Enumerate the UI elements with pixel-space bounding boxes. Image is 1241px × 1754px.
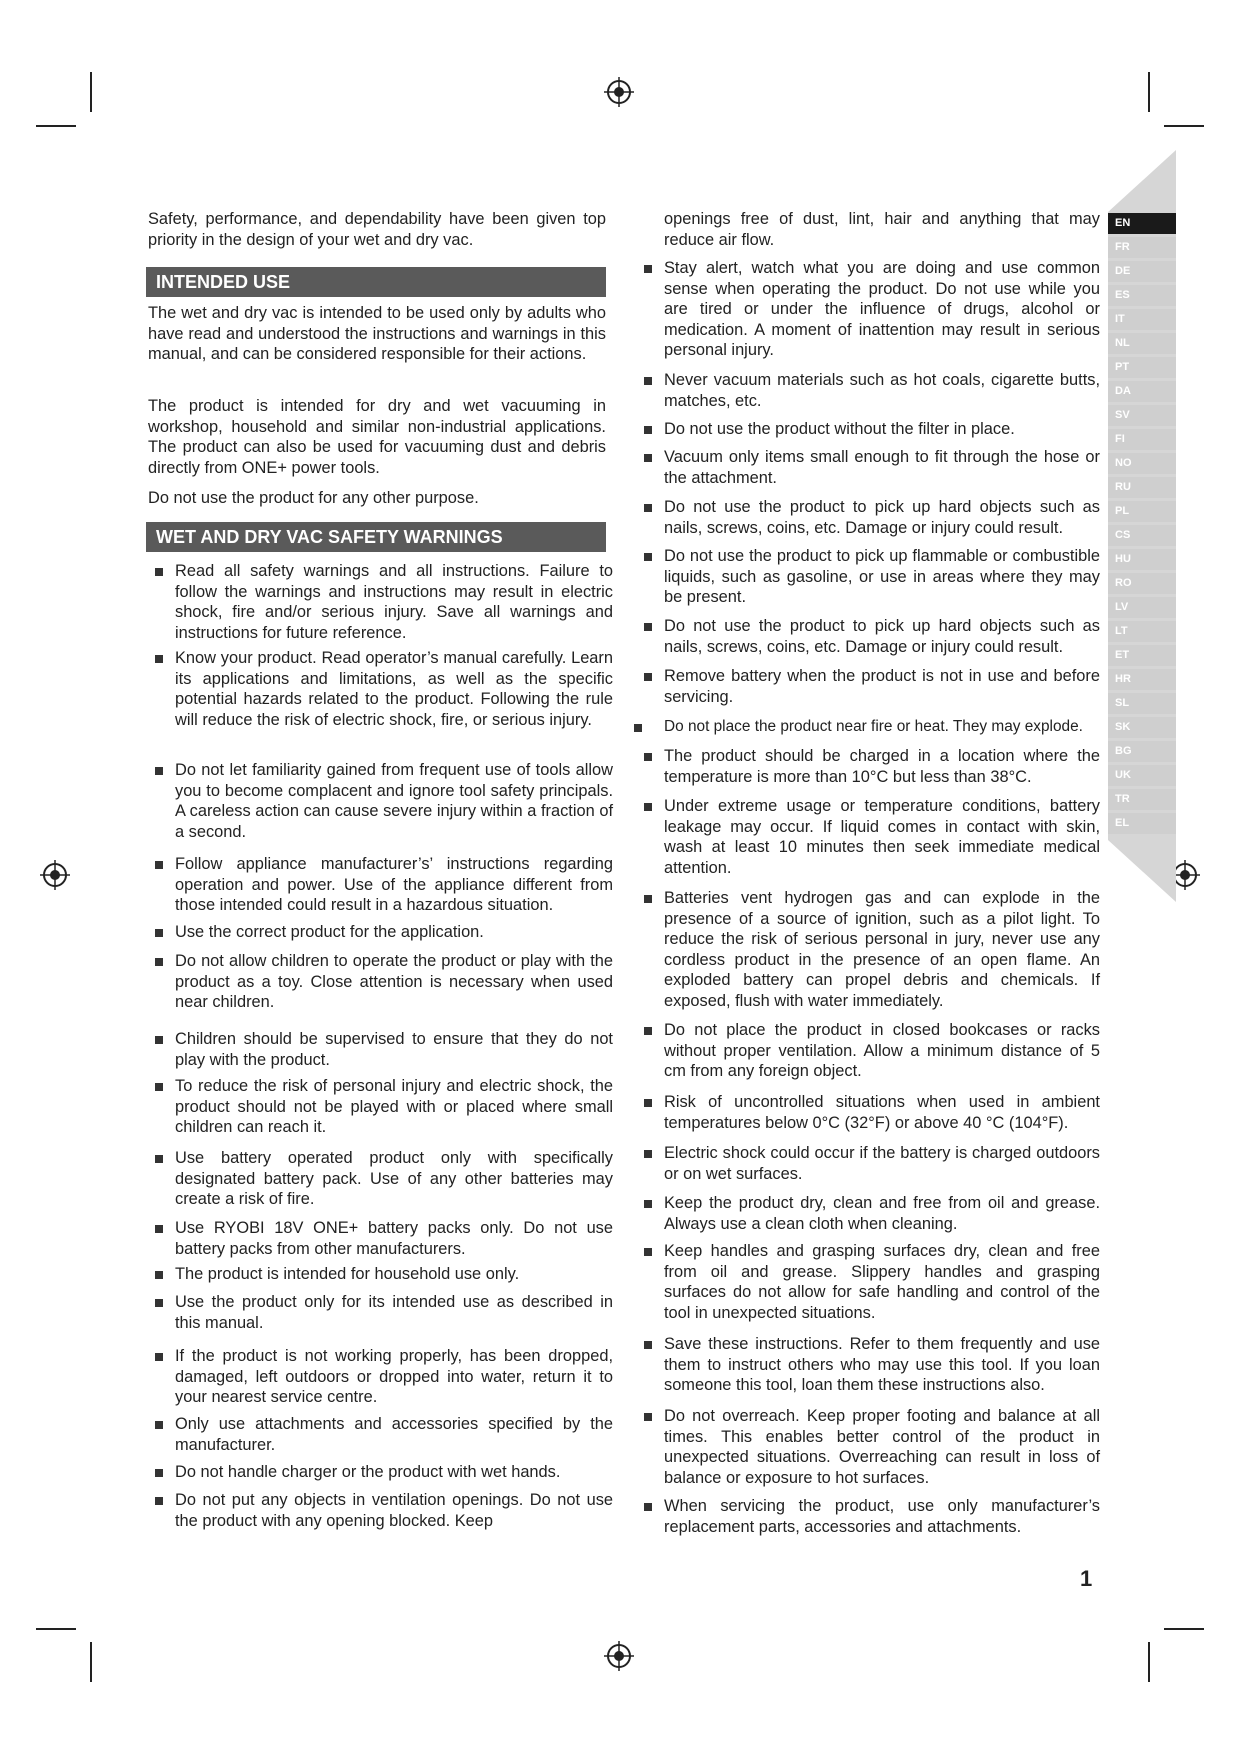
bullet-square-icon bbox=[155, 568, 163, 576]
list-item bbox=[175, 1218, 613, 1259]
bullet-square-icon bbox=[155, 1155, 163, 1163]
crop-mark bbox=[36, 1628, 76, 1630]
list-item bbox=[664, 616, 1100, 657]
list-item bbox=[175, 1490, 613, 1531]
crop-mark bbox=[90, 1642, 92, 1682]
list-item-text: Use RYOBI 18V ONE+ battery packs only. Do not use battery packs from other manufacturers. bbox=[175, 1219, 613, 1258]
list-item-text: Save these instructions. Refer to them frequently and use them to instruct others who may use this tool. If you loan someone this tool, loan them these instructions also. bbox=[664, 1335, 1100, 1394]
bullet-square-icon bbox=[155, 1225, 163, 1233]
language-tab-et[interactable]: ET bbox=[1108, 645, 1176, 666]
list-item bbox=[664, 370, 1100, 411]
list-item bbox=[664, 497, 1100, 538]
section-heading-safety-warnings: WET AND DRY VAC SAFETY WARNINGS bbox=[146, 522, 606, 550]
list-item bbox=[175, 648, 613, 730]
language-tab-nl[interactable]: NL bbox=[1108, 333, 1176, 354]
language-tab-fr[interactable]: FR bbox=[1108, 237, 1176, 258]
bullet-square-icon bbox=[155, 767, 163, 775]
bullet-square-icon bbox=[644, 895, 652, 903]
list-item-text: Do not handle charger or the product with wet hands. bbox=[175, 1463, 561, 1481]
list-item bbox=[664, 1241, 1100, 1323]
list-item bbox=[175, 1148, 613, 1210]
list-item-text: Electric shock could occur if the battery is charged outdoors or on wet surfaces. bbox=[664, 1144, 1100, 1183]
bullet-square-icon bbox=[644, 504, 652, 512]
bullet-square-icon bbox=[644, 673, 652, 681]
list-item-text: Do not let familiarity gained from frequent use of tools allow you to become complacent and ignore tool safety principals. A careless action can cause severe injury within a fraction of a second. bbox=[175, 761, 613, 841]
list-item bbox=[175, 1264, 613, 1285]
language-tab-en[interactable]: EN bbox=[1108, 213, 1176, 234]
language-tab-pt[interactable]: PT bbox=[1108, 357, 1176, 378]
language-tab-bg[interactable]: BG bbox=[1108, 741, 1176, 762]
language-tab-sk[interactable]: SK bbox=[1108, 717, 1176, 738]
list-item bbox=[664, 447, 1100, 488]
list-item-text: The product is intended for household use only. bbox=[175, 1265, 520, 1283]
intended-use-paragraph-3: Do not use the product for any other purpose. bbox=[148, 489, 479, 507]
bullet-square-icon bbox=[644, 377, 652, 385]
bullet-square-icon bbox=[644, 265, 652, 273]
bullet-square-icon bbox=[644, 553, 652, 561]
list-item-text: Do not use the product to pick up hard objects such as nails, screws, coins, etc. Damage or injury could result. bbox=[664, 498, 1100, 537]
bullet-square-icon bbox=[155, 929, 163, 937]
language-tab-lv[interactable]: LV bbox=[1108, 597, 1176, 618]
bullet-square-icon bbox=[155, 1271, 163, 1279]
list-item-text: Stay alert, watch what you are doing and use common sense when operating the product. Do not use while you are tired or under the influence of drugs, alcohol or medication. A moment of inattention may result in serious personal injury. bbox=[664, 259, 1100, 359]
list-item bbox=[175, 854, 613, 916]
language-tab-cs[interactable]: CS bbox=[1108, 525, 1176, 546]
list-item-text: Never vacuum materials such as hot coals, cigarette butts, matches, etc. bbox=[664, 371, 1100, 410]
bullet-square-icon bbox=[155, 655, 163, 663]
language-tab-el[interactable]: EL bbox=[1108, 813, 1176, 834]
bullet-square-icon bbox=[155, 861, 163, 869]
list-item bbox=[664, 1334, 1100, 1396]
list-item-text: Do not put any objects in ventilation openings. Do not use the product with any opening blocked. Keep bbox=[175, 1491, 613, 1530]
list-item-text: Vacuum only items small enough to fit through the hose or the attachment. bbox=[664, 448, 1100, 487]
bullet-square-icon bbox=[155, 1299, 163, 1307]
intended-use-paragraph-2: The product is intended for dry and wet vacuuming in workshop, household and similar non-industrial applications. The product can also be used for vacuuming dust and debris directly from ONE+ power tools. bbox=[148, 397, 606, 477]
language-tab-hu[interactable]: HU bbox=[1108, 549, 1176, 570]
language-tab-uk[interactable]: UK bbox=[1108, 765, 1176, 786]
bullet-square-icon bbox=[644, 1341, 652, 1349]
bullet-square-icon bbox=[644, 753, 652, 761]
list-item bbox=[664, 888, 1100, 1011]
list-item bbox=[175, 1462, 613, 1483]
language-tab-ro[interactable]: RO bbox=[1108, 573, 1176, 594]
list-item bbox=[664, 1496, 1100, 1537]
list-item bbox=[664, 717, 1100, 738]
section-heading-intended-use: INTENDED USE bbox=[146, 267, 606, 295]
list-item-text: Do not use the product without the filter in place. bbox=[664, 420, 1015, 438]
bullet-square-icon bbox=[644, 803, 652, 811]
bullet-square-icon bbox=[155, 1353, 163, 1361]
bullet-square-icon bbox=[644, 1150, 652, 1158]
bullet-square-icon bbox=[155, 1036, 163, 1044]
list-item bbox=[664, 1193, 1100, 1234]
list-item-text: The product should be charged in a location where the temperature is more than 10°C but less than 38°C. bbox=[664, 747, 1100, 786]
list-item bbox=[664, 1092, 1100, 1133]
bullet-square-icon bbox=[155, 1083, 163, 1091]
list-item bbox=[664, 1143, 1100, 1184]
list-item bbox=[175, 951, 613, 1013]
page-number: 1 bbox=[1080, 1566, 1093, 1591]
language-tab-lt[interactable]: LT bbox=[1108, 621, 1176, 642]
list-item-text: Know your product. Read operator’s manual carefully. Learn its applications and limitations, as well as the specific potential hazards related to the product. Following the rule will reduce the risk of electric shock, fire, or serious injury. bbox=[175, 649, 613, 729]
list-item-text: Follow appliance manufacturer’s’ instructions regarding operation and power. Use of the appliance different from those intended could result in a hazardous situation. bbox=[175, 855, 613, 914]
registration-mark-icon bbox=[604, 1641, 634, 1671]
list-item bbox=[664, 1406, 1100, 1488]
bullet-square-icon bbox=[644, 1200, 652, 1208]
language-tab-es[interactable]: ES bbox=[1108, 285, 1176, 306]
list-item bbox=[175, 1346, 613, 1408]
intro-paragraph: Safety, performance, and dependability have been given top priority in the design of your wet and dry vac. bbox=[148, 210, 606, 249]
language-tab-pl[interactable]: PL bbox=[1108, 501, 1176, 522]
list-item-text: Use battery operated product only with specifically designated battery pack. Use of any other batteries may create a risk of fire. bbox=[175, 1149, 613, 1208]
list-item-text: Do not overreach. Keep proper footing and balance at all times. This enables better control of the product in unexpected situations. Overreaching can result in loss of balance or exposure to hot surfaces. bbox=[664, 1407, 1100, 1487]
bullet-square-icon bbox=[644, 426, 652, 434]
list-item-text: When servicing the product, use only manufacturer’s replacement parts, accessories and attachments. bbox=[664, 1497, 1100, 1536]
bullet-square-icon bbox=[644, 1413, 652, 1421]
list-item bbox=[664, 546, 1100, 608]
list-item-text: Use the correct product for the application. bbox=[175, 923, 484, 941]
language-tab-de[interactable]: DE bbox=[1108, 261, 1176, 282]
list-item bbox=[664, 666, 1100, 707]
list-item bbox=[664, 746, 1100, 787]
language-tab-tr[interactable]: TR bbox=[1108, 789, 1176, 810]
list-item bbox=[664, 796, 1100, 878]
crop-mark bbox=[90, 72, 92, 112]
list-item-text: Children should be supervised to ensure that they do not play with the product. bbox=[175, 1030, 613, 1069]
list-item bbox=[664, 258, 1100, 361]
language-tab-fi[interactable]: FI bbox=[1108, 429, 1176, 450]
bullet-square-icon bbox=[155, 1421, 163, 1429]
language-tab-it[interactable]: IT bbox=[1108, 309, 1176, 330]
list-item-text: Do not use the product to pick up flammable or combustible liquids, such as gasoline, or use in areas where they may be present. bbox=[664, 547, 1100, 606]
crop-mark bbox=[1164, 125, 1204, 127]
list-item-text: Do not place the product near fire or heat. They may explode. bbox=[664, 718, 1083, 735]
list-item-text: To reduce the risk of personal injury and electric shock, the product should not be played with or placed where small children can reach it. bbox=[175, 1077, 613, 1136]
list-item bbox=[175, 922, 613, 943]
list-item bbox=[175, 1076, 613, 1138]
crop-mark bbox=[1148, 1642, 1150, 1682]
list-item-text: Do not use the product to pick up hard objects such as nails, screws, coins, etc. Damage or injury could result. bbox=[664, 617, 1100, 656]
crop-mark bbox=[36, 125, 76, 127]
language-tab-no[interactable]: NO bbox=[1108, 453, 1176, 474]
bullet-square-icon bbox=[644, 1027, 652, 1035]
registration-mark-icon bbox=[604, 77, 634, 107]
list-item-text: Do not place the product in closed bookcases or racks without proper ventilation. Allow a minimum distance of 5 cm from any foreign object. bbox=[664, 1021, 1100, 1080]
list-item-text: Keep the product dry, clean and free from oil and grease. Always use a clean cloth when cleaning. bbox=[664, 1194, 1100, 1233]
list-item-text: Only use attachments and accessories specified by the manufacturer. bbox=[175, 1415, 613, 1454]
list-item-text: Batteries vent hydrogen gas and can explode in the presence of a source of ignition, such as a pilot light. To reduce the risk of serious personal in jury, never use any cordless product in the presence of an open flame. An exploded battery can propel debris and chemicals. If exposed, flush with water immediately. bbox=[664, 889, 1100, 1010]
list-item bbox=[175, 760, 613, 842]
bullet-square-icon bbox=[644, 1503, 652, 1511]
bullet-square-icon bbox=[644, 1099, 652, 1107]
list-item-text: Under extreme usage or temperature conditions, battery leakage may occur. If liquid comes in contact with skin, wash at least 10 minutes then seek immediate medical attention. bbox=[664, 797, 1100, 877]
bullet-square-icon bbox=[634, 724, 642, 732]
list-item bbox=[175, 561, 613, 643]
language-tab-sl[interactable]: SL bbox=[1108, 693, 1176, 714]
registration-mark-icon bbox=[40, 860, 70, 890]
intended-use-paragraph-1: The wet and dry vac is intended to be used only by adults who have read and understood the instructions and warnings in this manual, and can be considered responsible for their actions. bbox=[148, 304, 606, 363]
language-tab-sv[interactable]: SV bbox=[1108, 405, 1176, 426]
bullet-square-icon bbox=[155, 1497, 163, 1505]
heading-underline bbox=[146, 550, 606, 552]
language-tab-ru[interactable]: RU bbox=[1108, 477, 1176, 498]
list-item bbox=[175, 1292, 613, 1333]
list-item bbox=[175, 1029, 613, 1070]
heading-underline bbox=[146, 295, 606, 297]
bullet-square-icon bbox=[644, 454, 652, 462]
list-item bbox=[664, 1020, 1100, 1082]
bullet-square-icon bbox=[155, 1469, 163, 1477]
language-tab-hr[interactable]: HR bbox=[1108, 669, 1176, 690]
list-item-text: Risk of uncontrolled situations when used in ambient temperatures below 0°C (32°F) or above 40 °C (104°F). bbox=[664, 1093, 1100, 1132]
right-column-continuation: openings free of dust, lint, hair and anything that may reduce air flow. bbox=[664, 210, 1100, 249]
language-tab-da[interactable]: DA bbox=[1108, 381, 1176, 402]
list-item-text: Do not allow children to operate the product or play with the product as a toy. Close attention is necessary when used near children. bbox=[175, 952, 613, 1011]
crop-mark bbox=[1164, 1628, 1204, 1630]
list-item-text: Read all safety warnings and all instructions. Failure to follow the warnings and instructions may result in electric shock, fire and/or serious injury. Save all warnings and instructions for future reference. bbox=[175, 562, 613, 642]
list-item-text: If the product is not working properly, has been dropped, damaged, left outdoors or dropped into water, return it to your nearest service centre. bbox=[175, 1347, 613, 1406]
list-item bbox=[175, 1414, 613, 1455]
bullet-square-icon bbox=[155, 958, 163, 966]
bullet-square-icon bbox=[644, 1248, 652, 1256]
crop-mark bbox=[1148, 72, 1150, 112]
bullet-square-icon bbox=[644, 623, 652, 631]
list-item-text: Use the product only for its intended use as described in this manual. bbox=[175, 1293, 613, 1332]
list-item-text: Remove battery when the product is not in use and before servicing. bbox=[664, 667, 1100, 706]
list-item bbox=[664, 419, 1100, 440]
list-item-text: Keep handles and grasping surfaces dry, clean and free from oil and grease. Slippery handles and grasping surfaces do not allow for safe handling and control of the tool in unexpected situations. bbox=[664, 1242, 1100, 1322]
